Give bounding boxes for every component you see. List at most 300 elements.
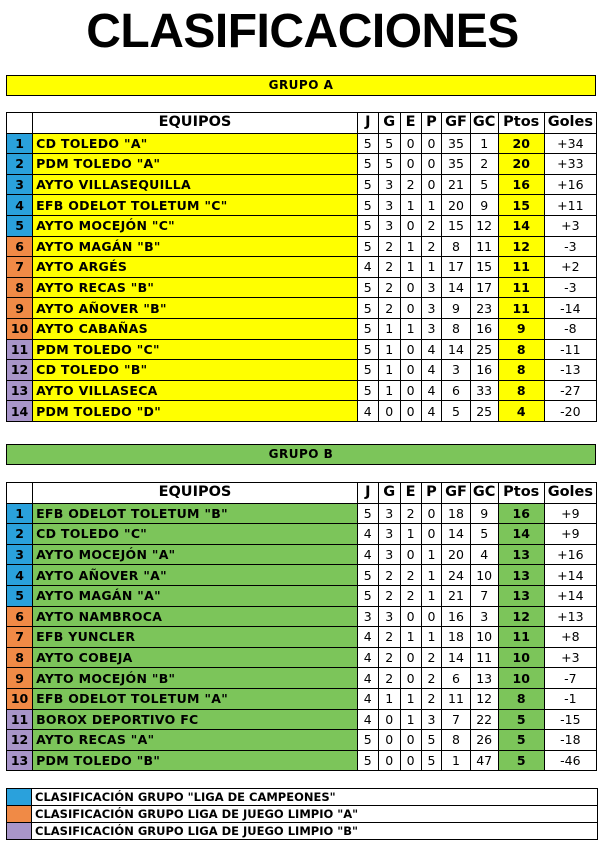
stat-p: 1 <box>421 627 442 648</box>
stat-p: 1 <box>421 257 442 278</box>
stat-g: 2 <box>378 668 400 689</box>
stat-goles: -15 <box>544 709 596 730</box>
stat-e: 0 <box>400 401 421 422</box>
stat-gc: 10 <box>470 565 498 586</box>
stat-gf: 6 <box>442 668 470 689</box>
header-e: E <box>400 483 421 504</box>
stat-goles: +9 <box>544 503 596 524</box>
stat-ptos: 8 <box>498 339 544 360</box>
stat-gf: 16 <box>442 606 470 627</box>
stat-j: 4 <box>357 627 378 648</box>
stat-gc: 4 <box>470 544 498 565</box>
table-row <box>7 524 597 545</box>
stat-ptos: 10 <box>498 647 544 668</box>
stat-j: 5 <box>357 215 378 236</box>
position-cell: 5 <box>7 215 33 236</box>
stat-gc: 15 <box>470 257 498 278</box>
stat-j: 3 <box>357 606 378 627</box>
team-name: PDM TOLEDO "A" <box>33 154 358 175</box>
header-p: P <box>421 113 442 134</box>
table-row <box>7 277 597 298</box>
stat-ptos: 13 <box>498 544 544 565</box>
stat-j: 5 <box>357 277 378 298</box>
stat-goles: -3 <box>544 236 596 257</box>
stat-g: 3 <box>378 606 400 627</box>
stat-e: 0 <box>400 133 421 154</box>
stat-j: 5 <box>357 339 378 360</box>
team-name: AYTO RECAS "A" <box>33 730 358 751</box>
stat-gc: 16 <box>470 318 498 339</box>
stat-gf: 8 <box>442 318 470 339</box>
position-cell: 4 <box>7 195 33 216</box>
stat-g: 3 <box>378 503 400 524</box>
team-name: CD TOLEDO "B" <box>33 360 358 381</box>
header-position <box>7 483 33 504</box>
team-name: AYTO RECAS "B" <box>33 277 358 298</box>
stat-j: 5 <box>357 503 378 524</box>
stat-e: 0 <box>400 380 421 401</box>
stat-goles: +11 <box>544 195 596 216</box>
stat-e: 1 <box>400 709 421 730</box>
stat-gf: 3 <box>442 360 470 381</box>
stat-e: 1 <box>400 195 421 216</box>
stat-ptos: 13 <box>498 585 544 606</box>
header-team: EQUIPOS <box>33 483 358 504</box>
stat-p: 1 <box>421 544 442 565</box>
table-row <box>7 195 597 216</box>
stat-ptos: 15 <box>498 195 544 216</box>
header-team: EQUIPOS <box>33 113 358 134</box>
table-row <box>7 730 597 751</box>
stat-goles: -46 <box>544 750 596 771</box>
stat-gc: 5 <box>470 524 498 545</box>
table-row <box>7 503 597 524</box>
stat-e: 0 <box>400 647 421 668</box>
stat-goles: -13 <box>544 360 596 381</box>
stat-g: 5 <box>378 154 400 175</box>
table-row <box>7 627 597 648</box>
stat-e: 1 <box>400 318 421 339</box>
stat-ptos: 8 <box>498 380 544 401</box>
stat-g: 1 <box>378 688 400 709</box>
position-cell: 3 <box>7 174 33 195</box>
stat-p: 1 <box>421 565 442 586</box>
stat-g: 0 <box>378 709 400 730</box>
table-row <box>7 647 597 668</box>
stat-gc: 3 <box>470 606 498 627</box>
stat-ptos: 10 <box>498 668 544 689</box>
stat-goles: +9 <box>544 524 596 545</box>
legend-label: CLASIFICACIÓN GRUPO LIGA DE JUEGO LIMPIO "A" <box>32 806 598 823</box>
stat-gc: 2 <box>470 154 498 175</box>
stat-goles: -14 <box>544 298 596 319</box>
table-header-row <box>7 113 597 134</box>
team-name: AYTO AÑOVER "B" <box>33 298 358 319</box>
position-cell: 10 <box>7 688 33 709</box>
group-a-header <box>6 75 596 96</box>
stat-p: 0 <box>421 174 442 195</box>
stat-p: 3 <box>421 709 442 730</box>
stat-p: 0 <box>421 524 442 545</box>
stat-g: 3 <box>378 215 400 236</box>
team-name: PDM TOLEDO "B" <box>33 750 358 771</box>
table-row <box>7 236 597 257</box>
stat-goles: +3 <box>544 647 596 668</box>
position-cell: 8 <box>7 277 33 298</box>
header-e: E <box>400 113 421 134</box>
stat-e: 2 <box>400 565 421 586</box>
stat-p: 0 <box>421 503 442 524</box>
group-a-label: GRUPO A <box>268 78 334 92</box>
stat-g: 2 <box>378 298 400 319</box>
stat-goles: +3 <box>544 215 596 236</box>
stat-e: 0 <box>400 154 421 175</box>
position-cell: 11 <box>7 709 33 730</box>
stat-gc: 22 <box>470 709 498 730</box>
stat-j: 5 <box>357 565 378 586</box>
legend-swatch <box>7 789 32 806</box>
stat-g: 2 <box>378 585 400 606</box>
position-cell: 7 <box>7 627 33 648</box>
stat-g: 2 <box>378 565 400 586</box>
stat-g: 0 <box>378 750 400 771</box>
stat-gc: 7 <box>470 585 498 606</box>
table-row <box>7 585 597 606</box>
stat-p: 4 <box>421 380 442 401</box>
stat-gc: 10 <box>470 627 498 648</box>
stat-j: 5 <box>357 380 378 401</box>
stat-gf: 35 <box>442 133 470 154</box>
stat-gf: 6 <box>442 380 470 401</box>
header-j: J <box>357 483 378 504</box>
stat-j: 5 <box>357 298 378 319</box>
team-name: AYTO AÑOVER "A" <box>33 565 358 586</box>
stat-p: 0 <box>421 133 442 154</box>
position-cell: 9 <box>7 668 33 689</box>
stat-p: 2 <box>421 688 442 709</box>
legend-swatch <box>7 823 32 840</box>
team-name: EFB ODELOT TOLETUM "B" <box>33 503 358 524</box>
stat-p: 0 <box>421 154 442 175</box>
stat-j: 4 <box>357 544 378 565</box>
table-row <box>7 688 597 709</box>
team-name: EFB YUNCLER <box>33 627 358 648</box>
team-name: AYTO VILLASECA <box>33 380 358 401</box>
stat-p: 2 <box>421 647 442 668</box>
team-name: CD TOLEDO "C" <box>33 524 358 545</box>
position-cell: 10 <box>7 318 33 339</box>
team-name: AYTO CABAÑAS <box>33 318 358 339</box>
team-name: BOROX DEPORTIVO FC <box>33 709 358 730</box>
stat-goles: +16 <box>544 544 596 565</box>
legend-row <box>7 823 598 840</box>
header-ptos: Ptos <box>498 483 544 504</box>
stat-ptos: 12 <box>498 236 544 257</box>
stat-g: 5 <box>378 133 400 154</box>
stat-gc: 11 <box>470 647 498 668</box>
table-row <box>7 154 597 175</box>
stat-e: 0 <box>400 544 421 565</box>
stat-gf: 8 <box>442 730 470 751</box>
stat-p: 1 <box>421 585 442 606</box>
stat-p: 2 <box>421 668 442 689</box>
stat-p: 0 <box>421 606 442 627</box>
stat-goles: -1 <box>544 688 596 709</box>
stat-j: 5 <box>357 360 378 381</box>
stat-g: 3 <box>378 195 400 216</box>
stat-g: 2 <box>378 236 400 257</box>
stat-e: 2 <box>400 585 421 606</box>
table-row <box>7 380 597 401</box>
stat-ptos: 8 <box>498 688 544 709</box>
header-gc: GC <box>470 113 498 134</box>
stat-e: 0 <box>400 360 421 381</box>
table-row <box>7 133 597 154</box>
stat-p: 4 <box>421 401 442 422</box>
group-a-table <box>6 112 597 422</box>
stat-gf: 11 <box>442 688 470 709</box>
stat-gf: 14 <box>442 647 470 668</box>
stat-g: 2 <box>378 277 400 298</box>
stat-gc: 13 <box>470 668 498 689</box>
stat-j: 5 <box>357 195 378 216</box>
stat-j: 4 <box>357 668 378 689</box>
position-cell: 13 <box>7 380 33 401</box>
position-cell: 1 <box>7 133 33 154</box>
stat-goles: -11 <box>544 339 596 360</box>
stat-g: 1 <box>378 360 400 381</box>
stat-ptos: 11 <box>498 298 544 319</box>
stat-gf: 7 <box>442 709 470 730</box>
header-j: J <box>357 113 378 134</box>
stat-ptos: 11 <box>498 627 544 648</box>
position-cell: 12 <box>7 360 33 381</box>
position-cell: 9 <box>7 298 33 319</box>
table-row <box>7 298 597 319</box>
stat-ptos: 14 <box>498 524 544 545</box>
legend-swatch <box>7 806 32 823</box>
stat-g: 3 <box>378 524 400 545</box>
stat-goles: -27 <box>544 380 596 401</box>
stat-gc: 25 <box>470 401 498 422</box>
stat-gf: 35 <box>442 154 470 175</box>
stat-ptos: 16 <box>498 174 544 195</box>
header-goles: Goles <box>544 483 596 504</box>
stat-ptos: 11 <box>498 277 544 298</box>
stat-e: 0 <box>400 277 421 298</box>
table-row <box>7 668 597 689</box>
team-name: EFB ODELOT TOLETUM "A" <box>33 688 358 709</box>
legend-table <box>6 788 598 840</box>
position-cell: 2 <box>7 524 33 545</box>
team-name: PDM TOLEDO "D" <box>33 401 358 422</box>
stat-e: 0 <box>400 606 421 627</box>
stat-goles: +34 <box>544 133 596 154</box>
header-p: P <box>421 483 442 504</box>
team-name: EFB ODELOT TOLETUM "C" <box>33 195 358 216</box>
legend-label: CLASIFICACIÓN GRUPO "LIGA DE CAMPEONES" <box>32 789 598 806</box>
stat-ptos: 9 <box>498 318 544 339</box>
stat-gc: 12 <box>470 215 498 236</box>
position-cell: 7 <box>7 257 33 278</box>
stat-ptos: 8 <box>498 360 544 381</box>
stat-gc: 9 <box>470 195 498 216</box>
stat-gc: 17 <box>470 277 498 298</box>
position-cell: 4 <box>7 565 33 586</box>
stat-j: 5 <box>357 318 378 339</box>
position-cell: 6 <box>7 236 33 257</box>
stat-e: 1 <box>400 627 421 648</box>
stat-gf: 18 <box>442 627 470 648</box>
stat-ptos: 20 <box>498 154 544 175</box>
table-row <box>7 544 597 565</box>
stat-gc: 26 <box>470 730 498 751</box>
position-cell: 8 <box>7 647 33 668</box>
position-cell: 2 <box>7 154 33 175</box>
position-cell: 3 <box>7 544 33 565</box>
stat-e: 0 <box>400 215 421 236</box>
stat-gc: 16 <box>470 360 498 381</box>
stat-gf: 21 <box>442 585 470 606</box>
table-row <box>7 750 597 771</box>
team-name: AYTO COBEJA <box>33 647 358 668</box>
group-b-table <box>6 482 597 771</box>
stat-gc: 9 <box>470 503 498 524</box>
stat-e: 1 <box>400 524 421 545</box>
stat-g: 2 <box>378 647 400 668</box>
stat-g: 3 <box>378 544 400 565</box>
stat-gf: 20 <box>442 544 470 565</box>
table-row <box>7 339 597 360</box>
stat-e: 0 <box>400 750 421 771</box>
stat-goles: -7 <box>544 668 596 689</box>
stat-goles: +14 <box>544 565 596 586</box>
stat-gc: 47 <box>470 750 498 771</box>
table-row <box>7 360 597 381</box>
stat-goles: -18 <box>544 730 596 751</box>
stat-goles: -20 <box>544 401 596 422</box>
stat-p: 3 <box>421 277 442 298</box>
team-name: AYTO NAMBROCA <box>33 606 358 627</box>
stat-p: 4 <box>421 339 442 360</box>
stat-g: 1 <box>378 380 400 401</box>
header-gf: GF <box>442 113 470 134</box>
stat-e: 0 <box>400 339 421 360</box>
stat-goles: -8 <box>544 318 596 339</box>
stat-e: 1 <box>400 688 421 709</box>
stat-ptos: 14 <box>498 215 544 236</box>
stat-e: 1 <box>400 236 421 257</box>
table-row <box>7 174 597 195</box>
stat-g: 0 <box>378 401 400 422</box>
stat-e: 2 <box>400 174 421 195</box>
stat-g: 2 <box>378 257 400 278</box>
stat-gf: 17 <box>442 257 470 278</box>
stat-gf: 14 <box>442 339 470 360</box>
stat-gc: 5 <box>470 174 498 195</box>
header-g: G <box>378 483 400 504</box>
header-g: G <box>378 113 400 134</box>
stat-gf: 15 <box>442 215 470 236</box>
stat-ptos: 20 <box>498 133 544 154</box>
team-name: AYTO MOCEJÓN "A" <box>33 544 358 565</box>
group-b-label: GRUPO B <box>268 447 334 461</box>
legend-row <box>7 806 598 823</box>
position-cell: 13 <box>7 750 33 771</box>
stat-p: 2 <box>421 236 442 257</box>
stat-j: 4 <box>357 257 378 278</box>
stat-ptos: 13 <box>498 565 544 586</box>
team-name: AYTO MOCEJÓN "C" <box>33 215 358 236</box>
page-title: CLASIFICACIONES <box>86 5 519 58</box>
stat-p: 2 <box>421 215 442 236</box>
table-row <box>7 401 597 422</box>
stat-p: 3 <box>421 298 442 319</box>
stat-gf: 1 <box>442 750 470 771</box>
stat-j: 4 <box>357 709 378 730</box>
stat-gf: 8 <box>442 236 470 257</box>
header-gc: GC <box>470 483 498 504</box>
stat-p: 4 <box>421 360 442 381</box>
position-cell: 6 <box>7 606 33 627</box>
stat-p: 5 <box>421 750 442 771</box>
stat-e: 2 <box>400 503 421 524</box>
stat-g: 2 <box>378 627 400 648</box>
team-name: AYTO VILLASEQUILLA <box>33 174 358 195</box>
stat-gf: 20 <box>442 195 470 216</box>
stat-gc: 23 <box>470 298 498 319</box>
stat-gc: 1 <box>470 133 498 154</box>
stat-ptos: 4 <box>498 401 544 422</box>
position-cell: 14 <box>7 401 33 422</box>
stat-ptos: 5 <box>498 730 544 751</box>
legend-row <box>7 789 598 806</box>
stat-goles: +33 <box>544 154 596 175</box>
stat-gf: 18 <box>442 503 470 524</box>
stat-j: 5 <box>357 585 378 606</box>
stat-j: 5 <box>357 154 378 175</box>
stat-e: 0 <box>400 668 421 689</box>
stat-ptos: 16 <box>498 503 544 524</box>
stat-ptos: 5 <box>498 750 544 771</box>
stat-goles: +2 <box>544 257 596 278</box>
stat-j: 4 <box>357 647 378 668</box>
team-name: AYTO ARGÉS <box>33 257 358 278</box>
stat-p: 5 <box>421 730 442 751</box>
stat-p: 3 <box>421 318 442 339</box>
stat-j: 5 <box>357 750 378 771</box>
table-row <box>7 215 597 236</box>
table-row <box>7 606 597 627</box>
stat-j: 4 <box>357 524 378 545</box>
stat-p: 1 <box>421 195 442 216</box>
position-cell: 12 <box>7 730 33 751</box>
position-cell: 1 <box>7 503 33 524</box>
table-row <box>7 318 597 339</box>
team-name: PDM TOLEDO "C" <box>33 339 358 360</box>
stat-j: 5 <box>357 174 378 195</box>
header-gf: GF <box>442 483 470 504</box>
stat-goles: +8 <box>544 627 596 648</box>
stat-e: 0 <box>400 730 421 751</box>
stat-ptos: 12 <box>498 606 544 627</box>
header-ptos: Ptos <box>498 113 544 134</box>
header-position <box>7 113 33 134</box>
header-goles: Goles <box>544 113 596 134</box>
stat-j: 5 <box>357 133 378 154</box>
stat-j: 5 <box>357 730 378 751</box>
stat-goles: +14 <box>544 585 596 606</box>
